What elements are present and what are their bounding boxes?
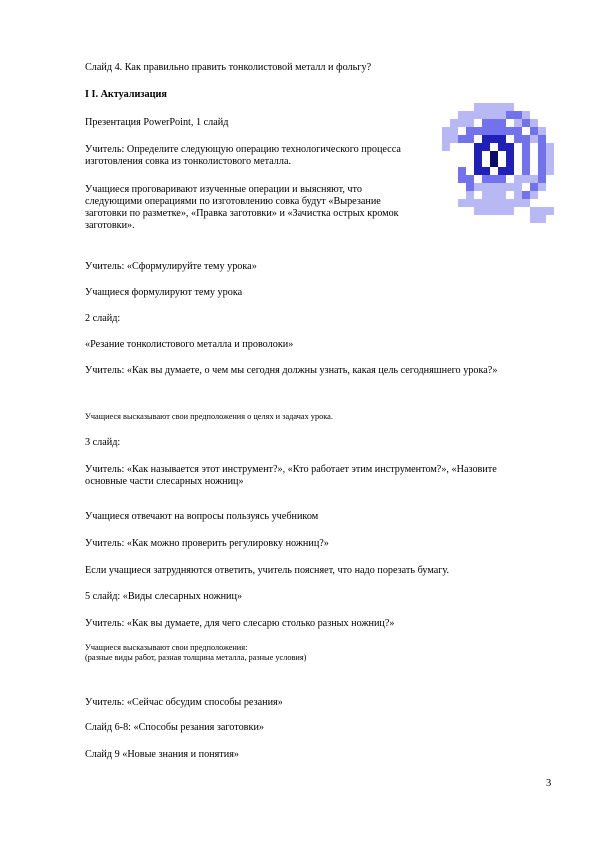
logo-pixel bbox=[490, 103, 498, 111]
logo-pixel bbox=[522, 143, 530, 151]
logo-pixel bbox=[474, 183, 482, 191]
logo-pixel bbox=[506, 143, 514, 151]
logo-pixel bbox=[522, 175, 530, 183]
logo-pixel bbox=[474, 103, 482, 111]
logo-pixel bbox=[538, 207, 546, 215]
logo-pixel bbox=[522, 167, 530, 175]
teacher-question-operation: Учитель: Определите следующую операцию технологического процесса изготовления совка из тонколистового металла. bbox=[85, 144, 401, 168]
logo-pixel bbox=[490, 183, 498, 191]
logo-pixel bbox=[522, 199, 530, 207]
logo-pixel bbox=[458, 119, 466, 127]
slide-5-label: 5 слайд: «Виды слесарных ножниц» bbox=[85, 591, 243, 602]
logo-pixel bbox=[498, 191, 506, 199]
logo-pixel bbox=[506, 103, 514, 111]
teacher-lesson-goal-question: Учитель: «Как вы думаете, о чем мы сегодня должны узнать, какая цель сегодняшнего урока?» bbox=[85, 365, 498, 376]
logo-pixel bbox=[442, 143, 450, 151]
pixel-spiral-logo bbox=[410, 103, 578, 227]
logo-pixel bbox=[506, 127, 514, 135]
section-heading-actualization: I I. Актуализация bbox=[85, 89, 167, 100]
students-scissors-assumptions: Учащиеся высказывают свои предположения: (разные виды работ, разная толщина металла, разные условия) bbox=[85, 643, 307, 662]
logo-pixel bbox=[514, 111, 522, 119]
logo-pixel bbox=[490, 191, 498, 199]
logo-pixel bbox=[482, 183, 490, 191]
logo-pixel bbox=[466, 183, 474, 191]
logo-pixel bbox=[506, 207, 514, 215]
logo-pixel bbox=[538, 143, 546, 151]
logo-pixel bbox=[442, 135, 450, 143]
logo-pixel bbox=[498, 175, 506, 183]
logo-pixel bbox=[522, 135, 530, 143]
logo-pixel bbox=[466, 111, 474, 119]
logo-pixel bbox=[482, 207, 490, 215]
logo-pixel bbox=[482, 191, 490, 199]
logo-pixel bbox=[490, 207, 498, 215]
logo-pixel bbox=[514, 175, 522, 183]
logo-pixel bbox=[514, 199, 522, 207]
logo-pixel bbox=[530, 135, 538, 143]
teacher-cutting-methods: Учитель: «Сейчас обсудим способы резания» bbox=[85, 697, 283, 708]
logo-pixel bbox=[458, 135, 466, 143]
logo-pixel bbox=[466, 119, 474, 127]
logo-pixel bbox=[498, 127, 506, 135]
logo-pixel bbox=[482, 143, 490, 151]
logo-pixel bbox=[522, 151, 530, 159]
logo-pixel bbox=[482, 119, 490, 127]
logo-pixel bbox=[522, 111, 530, 119]
logo-pixel bbox=[450, 127, 458, 135]
logo-pixel bbox=[474, 151, 482, 159]
page-number: 3 bbox=[546, 778, 552, 789]
logo-pixel bbox=[482, 167, 490, 175]
logo-pixel bbox=[474, 143, 482, 151]
logo-pixel bbox=[514, 135, 522, 143]
teacher-scissors-question: Учитель: «Как вы думаете, для чего слесарю столько разных ножниц?» bbox=[85, 618, 395, 629]
logo-pixel bbox=[506, 151, 514, 159]
logo-pixel bbox=[498, 143, 506, 151]
logo-pixel bbox=[522, 119, 530, 127]
logo-pixel bbox=[530, 183, 538, 191]
logo-pixel bbox=[490, 127, 498, 135]
logo-pixel bbox=[530, 191, 538, 199]
logo-pixel bbox=[490, 175, 498, 183]
logo-pixel bbox=[506, 199, 514, 207]
logo-pixel bbox=[450, 135, 458, 143]
logo-pixel bbox=[538, 135, 546, 143]
logo-pixel bbox=[538, 183, 546, 191]
students-operations-paragraph: Учащиеся проговаривают изученные операции и выясняют, что следующими операциями по изготовлению совка будут «Вырезание заготовки по разметке», «Правка заготовки» и «Зачистка острых кромок заготовки». bbox=[85, 184, 399, 232]
slide-4-heading: Слайд 4. Как правильно править тонколистовой металл и фольгу? bbox=[85, 62, 372, 73]
slide-9-label: Слайд 9 «Новые знания и понятия» bbox=[85, 749, 239, 760]
logo-pixel bbox=[538, 151, 546, 159]
logo-pixel bbox=[546, 159, 554, 167]
logo-pixel bbox=[530, 207, 538, 215]
logo-pixel bbox=[538, 175, 546, 183]
logo-pixel bbox=[458, 199, 466, 207]
logo-pixel bbox=[498, 199, 506, 207]
logo-pixel bbox=[482, 175, 490, 183]
logo-pixel bbox=[458, 111, 466, 119]
students-goals-assumptions: Учащиеся высказывают свои предположения о целях и задачах урока. bbox=[85, 412, 333, 421]
logo-pixel bbox=[474, 127, 482, 135]
teacher-formulate-topic: Учитель: «Сформулируйте тему урока» bbox=[85, 261, 257, 272]
logo-pixel bbox=[538, 127, 546, 135]
logo-pixel bbox=[490, 199, 498, 207]
logo-pixel bbox=[490, 111, 498, 119]
logo-pixel bbox=[546, 143, 554, 151]
logo-pixel bbox=[442, 127, 450, 135]
slide-3-label: 3 слайд: bbox=[85, 437, 121, 448]
teacher-check-scissors: Учитель: «Как можно проверить регулировку ножниц?» bbox=[85, 538, 329, 549]
logo-pixel bbox=[530, 175, 538, 183]
logo-pixel bbox=[498, 135, 506, 143]
logo-pixel bbox=[482, 199, 490, 207]
students-formulate-topic: Учащиеся формулируют тему урока bbox=[85, 287, 243, 298]
logo-pixel bbox=[458, 175, 466, 183]
logo-pixel bbox=[490, 119, 498, 127]
logo-pixel bbox=[522, 191, 530, 199]
presentation-line: Презентация PowerPoint, 1 слайд bbox=[85, 117, 229, 128]
teacher-tool-questions: Учитель: «Как называется этот инструмент?», «Кто работает этим инструментом?», «Назовите основные части слесарных ножниц» bbox=[85, 464, 497, 488]
logo-pixel bbox=[546, 151, 554, 159]
logo-pixel bbox=[474, 111, 482, 119]
logo-pixel bbox=[458, 167, 466, 175]
lesson-topic: «Резание тонколистового металла и проволоки» bbox=[85, 339, 294, 350]
logo-pixel bbox=[530, 127, 538, 135]
logo-pixel bbox=[530, 215, 538, 223]
logo-pixel bbox=[522, 159, 530, 167]
logo-pixel bbox=[514, 119, 522, 127]
logo-pixel bbox=[538, 159, 546, 167]
logo-pixel bbox=[514, 191, 522, 199]
logo-pixel bbox=[474, 207, 482, 215]
logo-pixel bbox=[506, 159, 514, 167]
students-answer-textbook: Учащиеся отвечают на вопросы пользуясь учебником bbox=[85, 511, 319, 522]
logo-pixel bbox=[490, 135, 498, 143]
logo-pixel bbox=[482, 127, 490, 135]
logo-pixel bbox=[466, 175, 474, 183]
logo-pixel bbox=[466, 191, 474, 199]
logo-pixel bbox=[450, 119, 458, 127]
slide-2-label: 2 слайд: bbox=[85, 313, 121, 324]
logo-pixel bbox=[498, 111, 506, 119]
logo-pixel bbox=[506, 111, 514, 119]
logo-pixel bbox=[498, 167, 506, 175]
logo-pixel bbox=[498, 183, 506, 191]
logo-pixel bbox=[474, 167, 482, 175]
logo-pixel bbox=[546, 207, 554, 215]
logo-pixel bbox=[530, 119, 538, 127]
logo-pixel bbox=[490, 159, 498, 167]
logo-pixel bbox=[498, 207, 506, 215]
logo-pixel bbox=[498, 103, 506, 111]
logo-pixel bbox=[514, 183, 522, 191]
slides-6-8-label: Слайд 6-8: «Способы резания заготовки» bbox=[85, 722, 264, 733]
logo-pixel bbox=[482, 135, 490, 143]
logo-pixel bbox=[474, 199, 482, 207]
teacher-explains-paper: Если учащиеся затрудняются ответить, учитель поясняет, что надо порезать бумагу. bbox=[85, 565, 450, 576]
logo-pixel bbox=[546, 167, 554, 175]
logo-pixel bbox=[490, 151, 498, 159]
logo-pixel bbox=[482, 111, 490, 119]
logo-pixel bbox=[538, 167, 546, 175]
logo-pixel bbox=[466, 127, 474, 135]
logo-pixel bbox=[466, 199, 474, 207]
logo-pixel bbox=[474, 159, 482, 167]
logo-pixel bbox=[466, 135, 474, 143]
logo-pixel bbox=[506, 183, 514, 191]
logo-pixel bbox=[538, 215, 546, 223]
logo-pixel bbox=[506, 167, 514, 175]
logo-pixel bbox=[514, 127, 522, 135]
logo-pixel bbox=[498, 119, 506, 127]
logo-pixel bbox=[482, 103, 490, 111]
